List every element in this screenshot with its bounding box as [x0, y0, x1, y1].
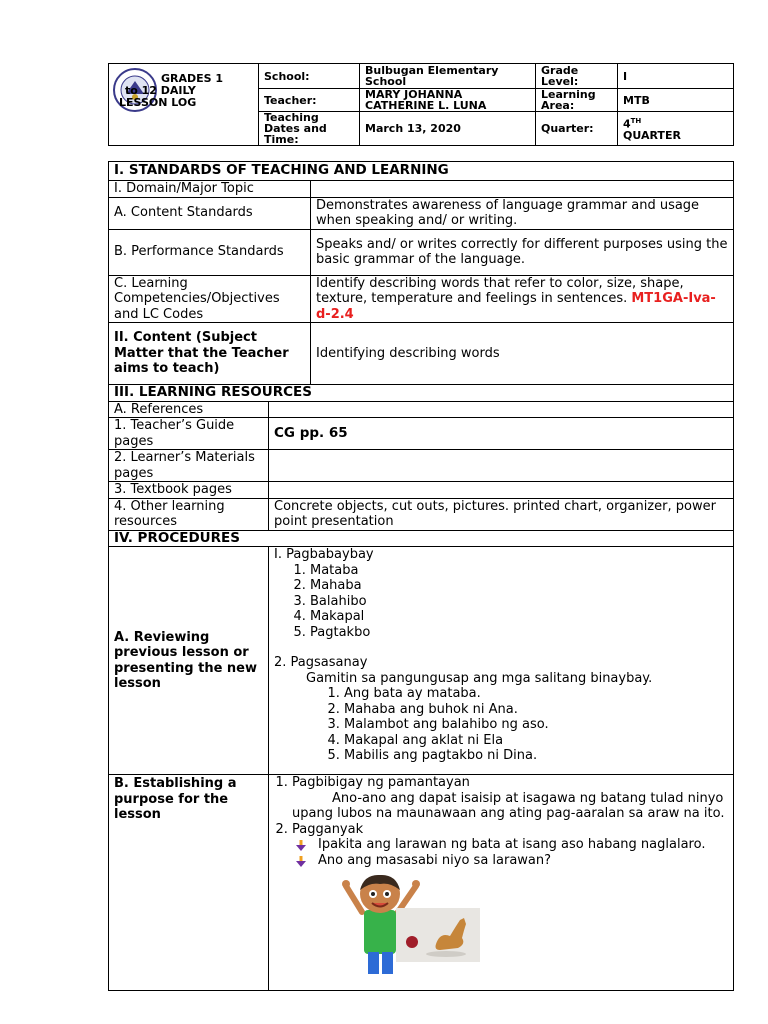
drill-instruction-text: Gamitin sa pangungusap ang mga salitang binaybay. [306, 670, 653, 686]
textbook-label: 3. Textbook pages [109, 482, 269, 499]
procedure-a-label: A. Reviewing previous lesson or presenting the new lesson [109, 547, 269, 775]
domain-value [311, 181, 734, 198]
log-title-line1: GRADES 1 [161, 72, 224, 85]
grade-label: Grade Level: [536, 64, 618, 89]
teachers-guide-label: 1. Teacher’s Guide pages [109, 418, 269, 450]
sentence-list [274, 686, 728, 764]
dates-label: Teaching Dates and Time: [259, 112, 360, 146]
drill-instruction [274, 671, 728, 687]
grade-value: I [618, 64, 734, 89]
dog-ball-photo [396, 908, 480, 962]
school-label: School: [259, 64, 360, 89]
list-item: 2. Mahaba [310, 578, 728, 594]
criteria-text-body: Ano-ano ang dapat isaisip at isagawa ng batang tulad ninyo upang lubos na maunawaan ang ating pag-aaralan sa araw na ito. [292, 790, 725, 821]
dates-value: March 13, 2020 [360, 112, 536, 146]
quarter-word: QUARTER [623, 128, 681, 142]
textbook-value [269, 482, 734, 499]
criteria-text [292, 791, 728, 822]
section-resources-title: III. LEARNING RESOURCES [109, 385, 734, 402]
quarter-sup: TH [630, 117, 642, 126]
motivation-heading: Pagganyak [292, 821, 364, 837]
performance-standards-label: B. Performance Standards [109, 229, 311, 275]
log-title-cell [109, 64, 259, 146]
section-standards-title: I. STANDARDS OF TEACHING AND LEARNING [109, 162, 734, 181]
spelling-list [274, 563, 728, 641]
references-label: A. References [109, 401, 269, 418]
log-title [119, 73, 223, 109]
bullet-item [274, 837, 728, 853]
competency-code: MT1GA-Iva-d-2.4 [316, 291, 716, 322]
dog-toy-icon [396, 908, 480, 962]
lesson-log-table [108, 161, 734, 991]
section-content-title: II. Content (Subject Matter that the Teacher aims to teach) [109, 323, 311, 385]
other-resources-label: 4. Other learning resources [109, 498, 269, 530]
drill-heading: 2. Pagsasanay [274, 655, 368, 670]
content-standards-label: A. Content Standards [109, 197, 311, 229]
criteria-heading: Pagbibigay ng pamantayan [292, 775, 470, 790]
list-item: 5. Pagtakbo [310, 625, 728, 641]
list-item: 1. Ang bata ay mataba. [344, 686, 728, 702]
bullet-text: Ano ang masasabi niyo sa larawan? [318, 852, 552, 868]
header-table [108, 63, 734, 146]
arrow-bullet-icon [296, 840, 306, 851]
purpose-list [274, 775, 728, 837]
teacher-value: MARY JOHANNA CATHERINE L. LUNA [360, 89, 536, 112]
performance-standards-value: Speaks and/ or writes correctly for different purposes using the basic grammar of the language. [311, 229, 734, 275]
list-item [292, 822, 728, 838]
quarter-value [618, 112, 734, 146]
list-item: 4. Makapal [310, 609, 728, 625]
list-item [292, 775, 728, 822]
area-label: Learning Area: [536, 89, 618, 112]
procedure-a-content [269, 547, 734, 775]
log-title-line3: LESSON LOG [119, 96, 197, 109]
list-item: 5. Mabilis ang pagtakbo ni Dina. [344, 748, 728, 764]
list-item: 4. Makapal ang aklat ni Ela [344, 733, 728, 749]
list-item: 3. Balahibo [310, 594, 728, 610]
learners-materials-value [269, 450, 734, 482]
competencies-text: Identify describing words that refer to color, size, shape, texture, temperature and feelings in sentences. [316, 275, 684, 306]
quarter-number: 4 [623, 117, 631, 131]
content-value: Identifying describing words [311, 323, 734, 385]
content-standards-value: Demonstrates awareness of language grammar and usage when speaking and/ or writing. [311, 197, 734, 229]
spelling-heading: I. Pagbabaybay [274, 547, 374, 562]
school-value: Bulbugan Elementary School [360, 64, 536, 89]
area-value: MTB [618, 89, 734, 112]
list-item: 2. Mahaba ang buhok ni Ana. [344, 702, 728, 718]
list-item: 3. Malambot ang balahibo ng aso. [344, 717, 728, 733]
log-title-line2: to 12 DAILY [125, 84, 196, 97]
competencies-value [311, 275, 734, 323]
procedure-b-content [269, 775, 734, 991]
quarter-label: Quarter: [536, 112, 618, 146]
other-resources-value: Concrete objects, cut outs, pictures. printed chart, organizer, power point presentation [269, 498, 734, 530]
list-item: 1. Mataba [310, 563, 728, 579]
illustration-area [274, 868, 728, 980]
teachers-guide-value: CG pp. 65 [269, 418, 734, 450]
domain-label: I. Domain/Major Topic [109, 181, 311, 198]
teacher-label: Teacher: [259, 89, 360, 112]
competencies-label: C. Learning Competencies/Objectives and LC Codes [109, 275, 311, 323]
procedure-b-label: B. Establishing a purpose for the lesson [109, 775, 269, 991]
learners-materials-label: 2. Learner’s Materials pages [109, 450, 269, 482]
bullet-item [274, 853, 728, 869]
arrow-bullet-icon [296, 856, 306, 867]
bullet-text: Ipakita ang larawan ng bata at isang aso habang naglalaro. [318, 837, 706, 852]
section-procedures-title: IV. PROCEDURES [109, 530, 734, 547]
